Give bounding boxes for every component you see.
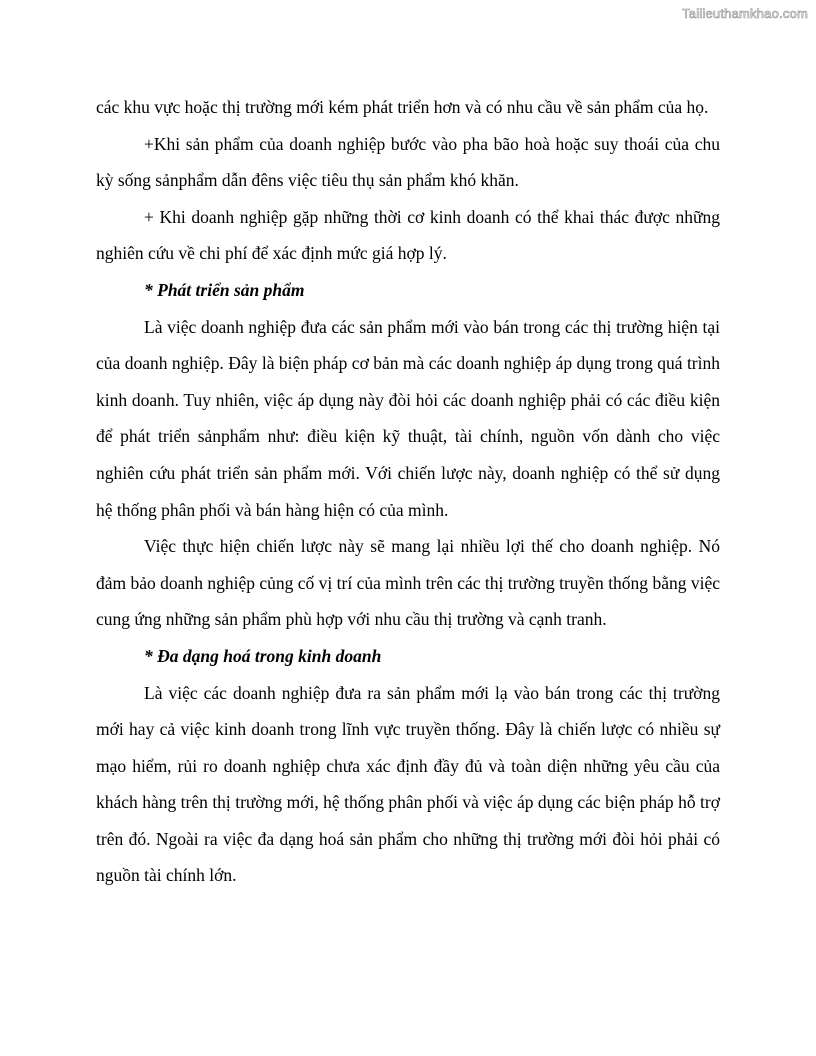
paragraph-bullet-opportunity: + Khi doanh nghiệp gặp những thời cơ kinh doanh có thể khai thác được những nghiên cứu về chi phí để xác định mức giá hợp lý. bbox=[96, 206, 720, 264]
section-heading-product-development: * Phát triển sản phẩm bbox=[144, 279, 305, 300]
section-heading-diversification: * Đa dạng hoá trong kinh doanh bbox=[144, 645, 382, 666]
paragraph-strategy-benefits: Việc thực hiện chiến lược này sẽ mang lại nhiều lợi thế cho doanh nghiệp. Nó đảm bảo doanh nghiệp củng cố vị trí của mình trên các thị trường truyền thống bằng việc cung ứng những sản phẩm phù hợp với nhu cầu thị trường và cạnh tranh. bbox=[96, 536, 720, 630]
document-body bbox=[96, 89, 720, 894]
paragraph-product-development: Là việc doanh nghiệp đưa các sản phẩm mới vào bán trong các thị trường hiện tại của doanh nghiệp. Đây là biện pháp cơ bản mà các doanh nghiệp áp dụng trong quá trình kinh doanh. Tuy nhiên, việc áp dụng này đòi hỏi các doanh nghiệp phải có các điều kiện để phát triển sảnphẩm như: điều kiện kỹ thuật, tài chính, nguồn vốn dành cho việc nghiên cứu phát triển sản phẩm mới. Với chiến lược này, doanh nghiệp có thể sử dụng hệ thống phân phối và bán hàng hiện có của mình. bbox=[96, 316, 720, 520]
watermark-text: Tailieuthamkhao.com bbox=[682, 6, 808, 21]
paragraph-continuation: các khu vực hoặc thị trường mới kém phát triển hơn và có nhu cầu về sản phẩm của họ. bbox=[96, 97, 709, 117]
paragraph-bullet-saturation: +Khi sản phẩm của doanh nghiệp bước vào pha bão hoà hoặc suy thoái của chu kỳ sống sảnphẩm dẫn đêns việc tiêu thụ sản phẩm khó khăn. bbox=[96, 133, 720, 191]
paragraph-diversification: Là việc các doanh nghiệp đưa ra sản phẩm mới lạ vào bán trong các thị trường mới hay cả việc kinh doanh trong lĩnh vực truyền thống. Đây là chiến lược có nhiều sự mạo hiểm, rủi ro doanh nghiệp chưa xác định đầy đủ và toàn diện những yêu cầu của khách hàng trên thị trường mới, hệ thống phân phối và việc áp dụng các biện pháp hỗ trợ trên đó. Ngoài ra việc đa dạng hoá sản phẩm cho những thị trường mới đòi hỏi phải có nguồn tài chính lớn. bbox=[96, 682, 720, 886]
